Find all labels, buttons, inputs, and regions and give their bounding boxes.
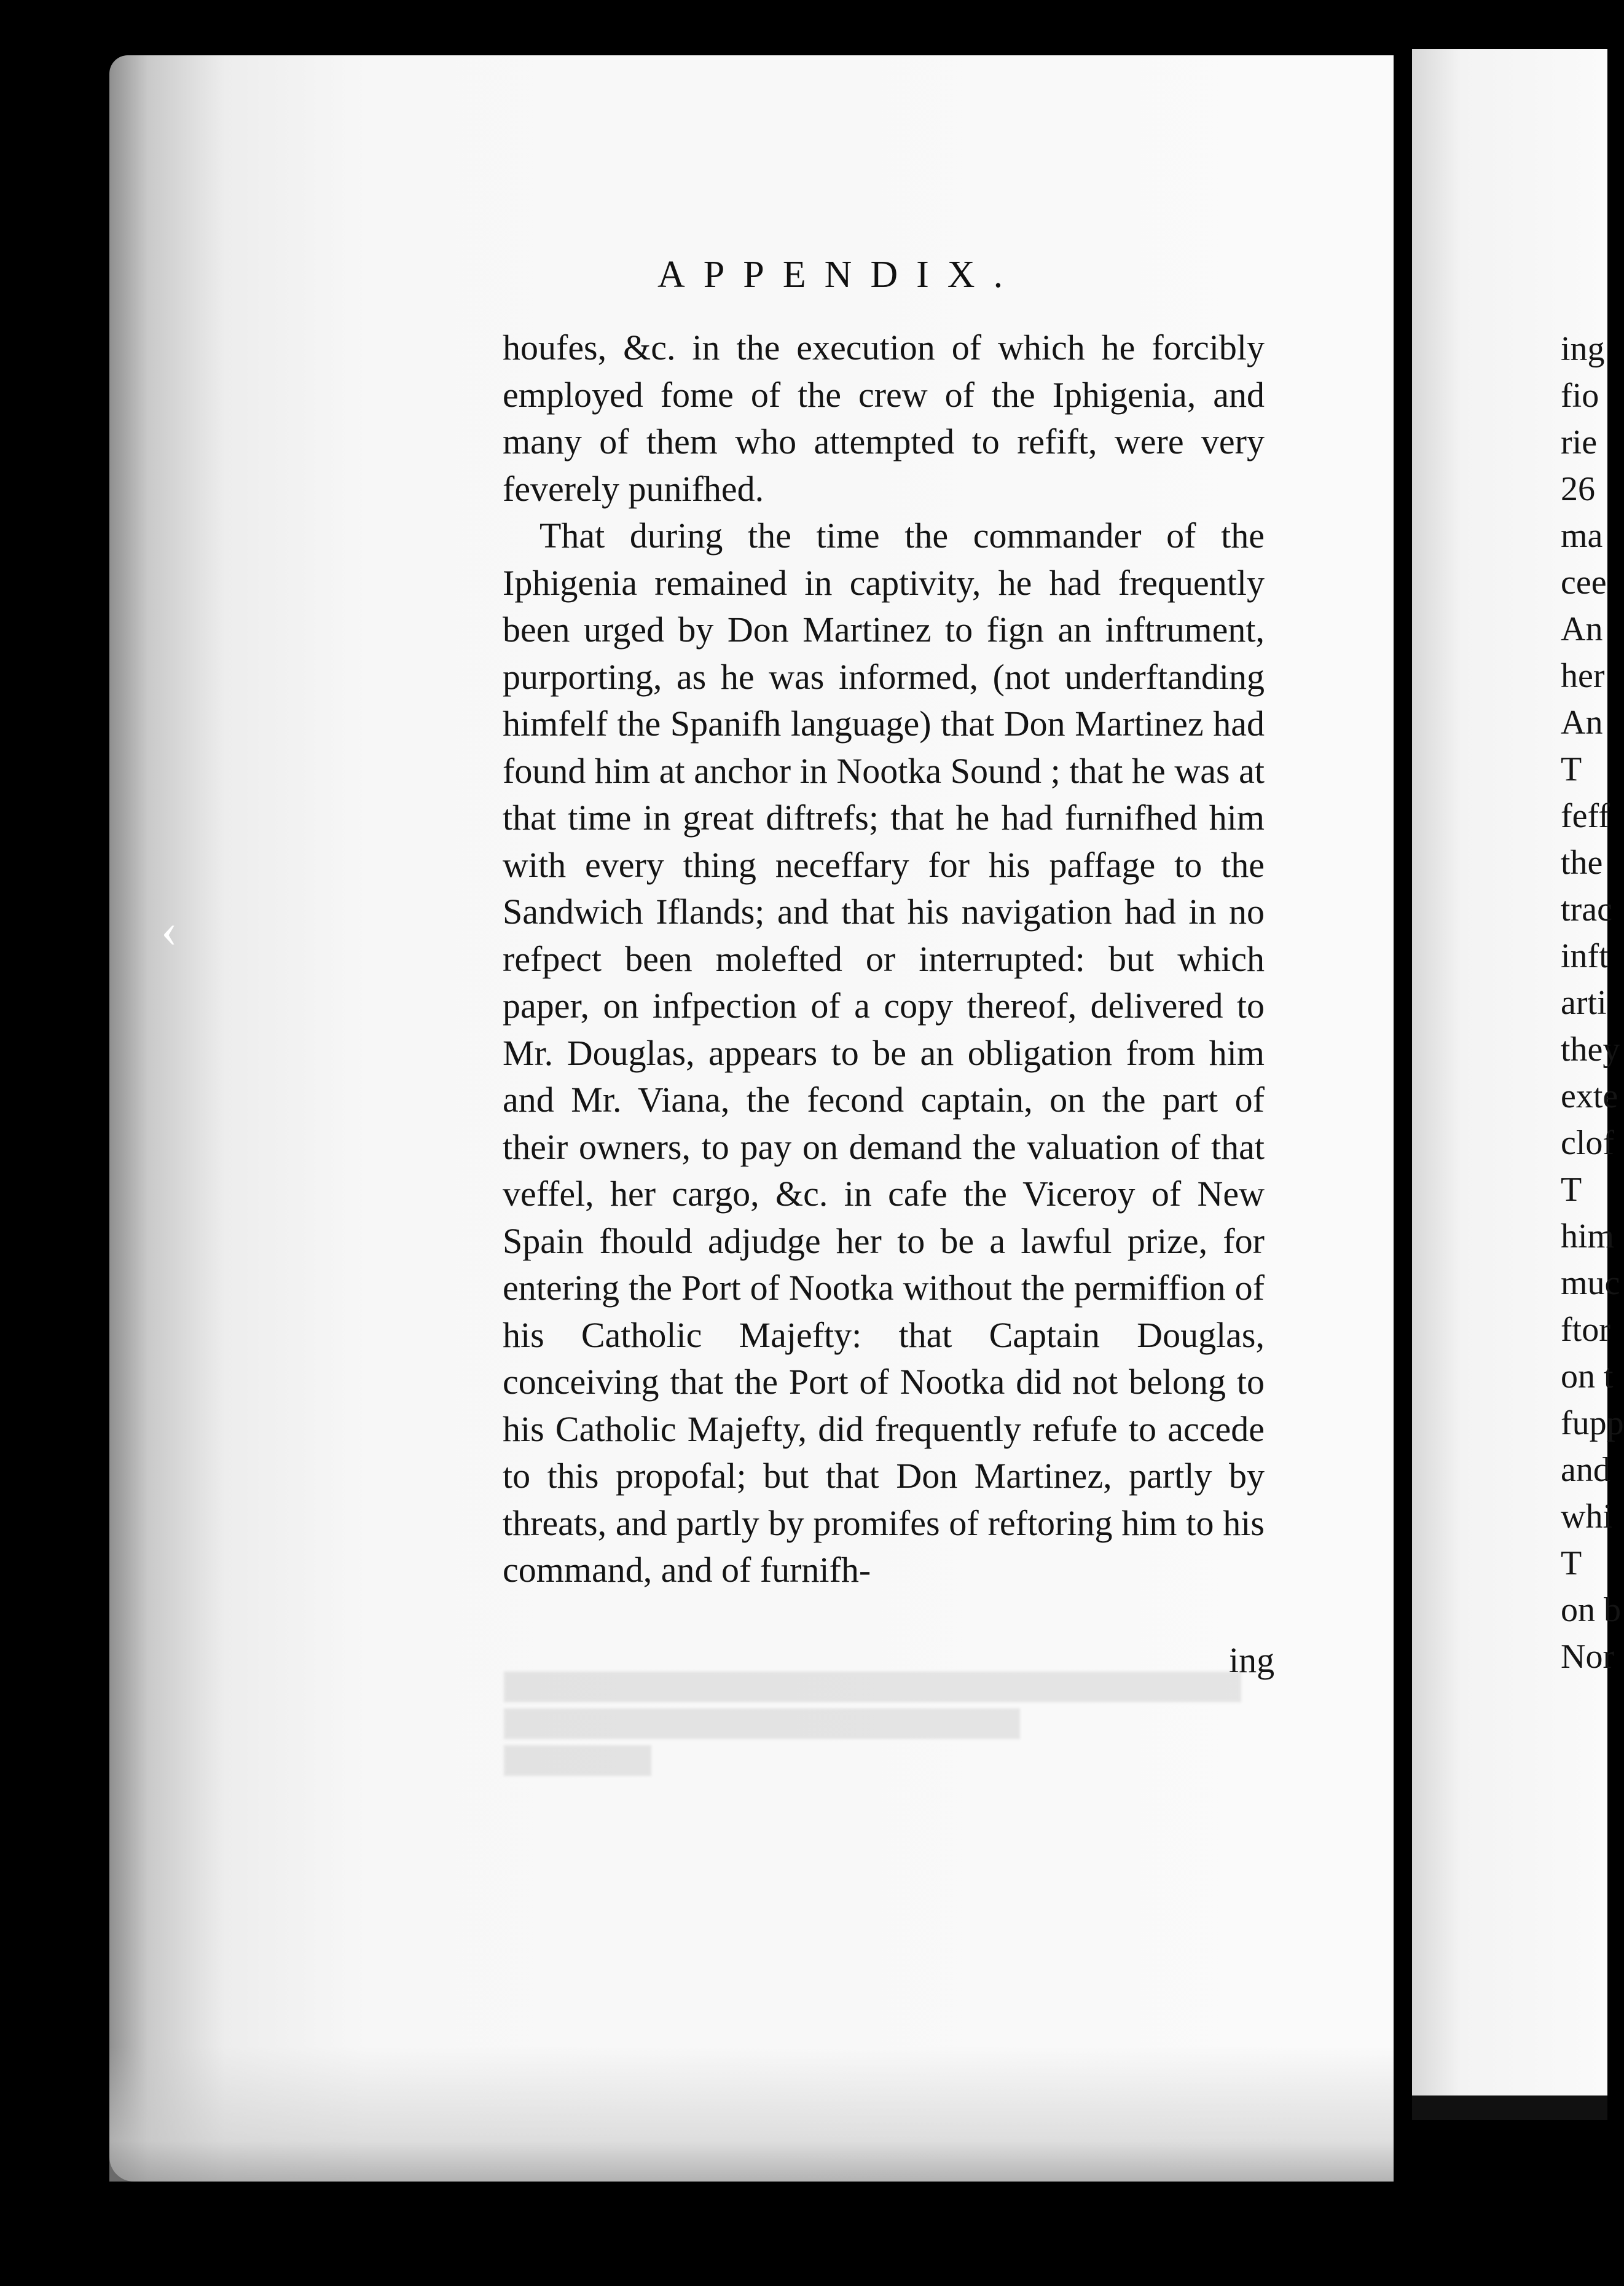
facing-page-line: muc (1561, 1264, 1620, 1302)
facing-page-line: rie (1561, 423, 1598, 462)
running-head: APPENDIX. (657, 254, 1022, 296)
show-through (504, 1671, 1241, 1764)
facing-page-line: inft (1561, 937, 1609, 975)
facing-page-line: exte (1561, 1077, 1618, 1115)
facing-page-line: ftor (1561, 1311, 1610, 1349)
facing-page-line: whi (1561, 1498, 1612, 1536)
margin-mark: ‹ (161, 903, 178, 957)
paragraph: That during the time the commander of the Iphigenia remained in captivity, he had frequently been urged by Don Martinez to fign an inftrument, purporting, as he was informed, (not underftanding himfelf the Spanifh language) that Don Martinez had found him at anchor in Nootka Sound ; that he was at that time in great diftrefs; that he had furnifhed him with every thing neceffary for his paffage to the Sandwich Iflands; and that his navigation had in no refpect been molefted or interrupted: but which paper, on infpection of a copy thereof, delivered to Mr. Douglas, appears to be an obligation from him and Mr. Viana, the fecond captain, on the part of their owners, to pay on demand the valuation of that veffel, her cargo, &c. in cafe the Viceroy of New Spain fhould adjudge her to be a lawful prize, for entering the Port of Nootka without the permiffion of his Catholic Majefty: that Captain Douglas, conceiving that the Port of Nootka did not belong to his Catholic Majefty, did frequently refufe to accede to this propofal; but that Don Martinez, partly by threats, and partly by promifes of reftoring him to his command, and of furnifh- (503, 516, 1265, 1590)
facing-page-line: An (1561, 610, 1603, 648)
facing-page-line: T (1561, 750, 1582, 788)
facing-page-line: fio (1561, 377, 1599, 415)
body-text (503, 324, 1265, 1594)
facing-page-line: on t (1561, 1357, 1614, 1396)
facing-page-line: T (1561, 1171, 1582, 1209)
facing-page-line: on b (1561, 1591, 1621, 1629)
page-edge-shadow (1412, 2096, 1607, 2120)
facing-page-line: arti (1561, 984, 1607, 1022)
facing-page-line: feff (1561, 797, 1610, 835)
gutter (1394, 49, 1412, 2188)
facing-page-line: 26 (1561, 470, 1595, 508)
facing-page-line: clof (1561, 1124, 1615, 1162)
facing-page-line: ing (1561, 330, 1605, 368)
facing-page-line: him (1561, 1217, 1615, 1255)
facing-page-line: they (1561, 1031, 1620, 1069)
facing-page-line: T (1561, 1544, 1582, 1582)
facing-page-line: the (1561, 844, 1603, 882)
facing-page-line: Nor (1561, 1638, 1615, 1676)
facing-page-line: ma (1561, 517, 1603, 555)
paragraph: houfes, &c. in the execution of which he forcibly employed fome of the crew of the Iphigenia, and many of them who attempted to refift, were very feverely punifhed. (503, 328, 1265, 509)
facing-page-text (1561, 326, 1624, 1680)
facing-page-line: and (1561, 1451, 1610, 1489)
facing-page-line: fupp (1561, 1404, 1624, 1442)
facing-page-line: An (1561, 704, 1603, 742)
facing-page-line: cee (1561, 564, 1607, 602)
facing-page-line: trac (1561, 890, 1612, 929)
catchword: ing (1229, 1640, 1275, 1680)
facing-page-line: her (1561, 657, 1605, 695)
